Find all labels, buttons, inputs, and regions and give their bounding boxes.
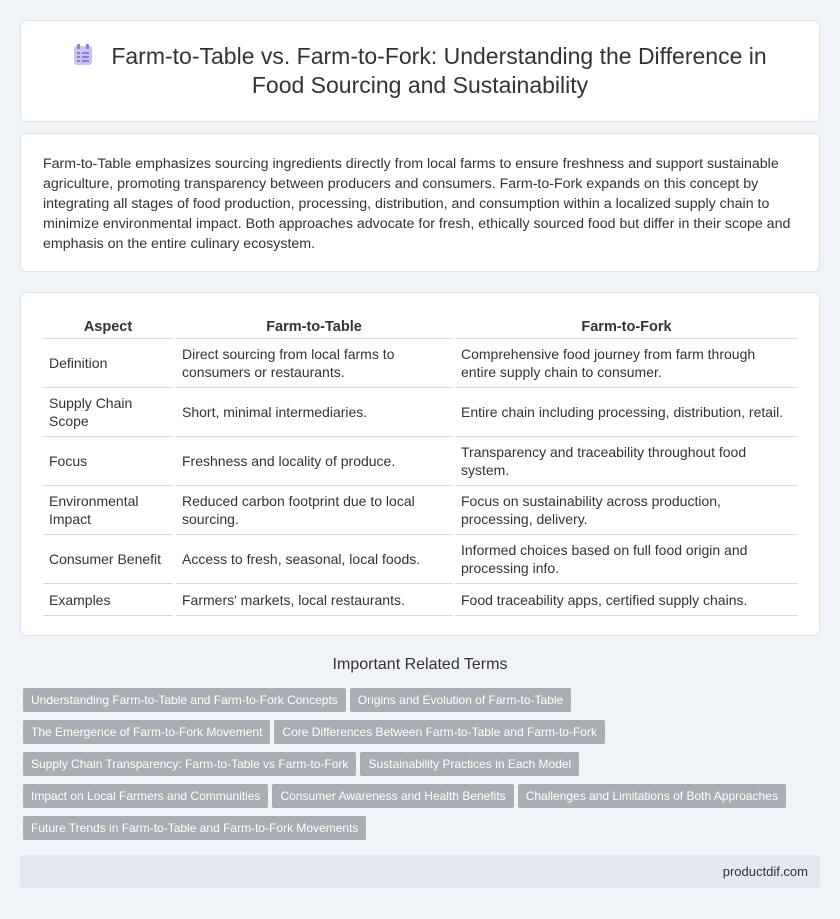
table-row [43,584,798,616]
table-cell: Informed choices based on full food origin and processing info. [454,535,799,584]
comparison-table-card [20,292,820,636]
table-cell: Consumer Benefit [43,535,175,584]
header-farm-to-fork: Farm-to-Fork [454,311,799,339]
related-term-tag[interactable]: Challenges and Limitations of Both Approaches [518,784,786,808]
related-terms-title: Important Related Terms [332,656,508,673]
table-row [43,486,798,535]
intro-card [20,133,820,272]
related-term-tag[interactable]: Impact on Local Farmers and Communities [23,784,268,808]
intro-text: Farm-to-Table emphasizes sourcing ingredients directly from local farms to ensure freshness and support sustainable agriculture, promoting transparency between producers and consumers. Farm-to-Fork expands on this concept by integrating all stages of food production, processing, distribution, and consumption within a localized supply chain to minimize environmental impact. Both approaches advocate for fresh, ethically sourced food but differ in their scope and emphasis on the entire culinary ecosystem. [43,156,791,252]
header-card [20,20,820,122]
table-cell: Freshness and locality of produce. [175,437,454,486]
document-list-icon [73,44,93,66]
header-farm-to-table: Farm-to-Table [175,311,454,339]
related-term-tag[interactable]: Supply Chain Transparency: Farm-to-Table vs Farm-to-Fork [23,752,356,776]
header-aspect: Aspect [43,311,175,339]
table-row [43,535,798,584]
table-cell: Supply Chain Scope [43,388,175,437]
related-term-tag[interactable]: Core Differences Between Farm-to-Table and Farm-to-Fork [274,720,605,744]
related-term-tag[interactable]: Sustainability Practices in Each Model [360,752,579,776]
related-term-tag[interactable]: The Emergence of Farm-to-Fork Movement [23,720,270,744]
table-cell: Comprehensive food journey from farm through entire supply chain to consumer. [454,339,799,388]
related-term-tag[interactable]: Origins and Evolution of Farm-to-Table [350,688,571,712]
table-cell: Short, minimal intermediaries. [175,388,454,437]
related-term-tag[interactable]: Future Trends in Farm-to-Table and Farm-to-Fork Movements [23,816,366,840]
table-cell: Focus [43,437,175,486]
page-title-text: Farm-to-Table vs. Farm-to-Fork: Understanding the Difference in Food Sourcing and Sustainability [111,43,767,98]
table-row [43,388,798,437]
page-title [50,42,790,100]
table-cell: Environmental Impact [43,486,175,535]
related-term-tag[interactable]: Understanding Farm-to-Table and Farm-to-Fork Concepts [23,688,346,712]
table-cell: Transparency and traceability throughout food system. [454,437,799,486]
table-cell: Farmers' markets, local restaurants. [175,584,454,616]
related-terms-list [23,688,813,848]
table-cell: Entire chain including processing, distribution, retail. [454,388,799,437]
table-row [43,339,798,388]
table-row [43,437,798,486]
table-cell: Examples [43,584,175,616]
table-cell: Food traceability apps, certified supply chains. [454,584,799,616]
related-term-tag[interactable]: Consumer Awareness and Health Benefits [272,784,513,808]
comparison-table [43,311,798,616]
footer-site-link[interactable]: productdif.com [722,864,808,879]
table-cell: Access to fresh, seasonal, local foods. [175,535,454,584]
footer [20,855,820,888]
table-cell: Reduced carbon footprint due to local sourcing. [175,486,454,535]
table-cell: Direct sourcing from local farms to consumers or restaurants. [175,339,454,388]
table-header-row [43,311,798,339]
table-cell: Definition [43,339,175,388]
table-cell: Focus on sustainability across production, processing, delivery. [454,486,799,535]
